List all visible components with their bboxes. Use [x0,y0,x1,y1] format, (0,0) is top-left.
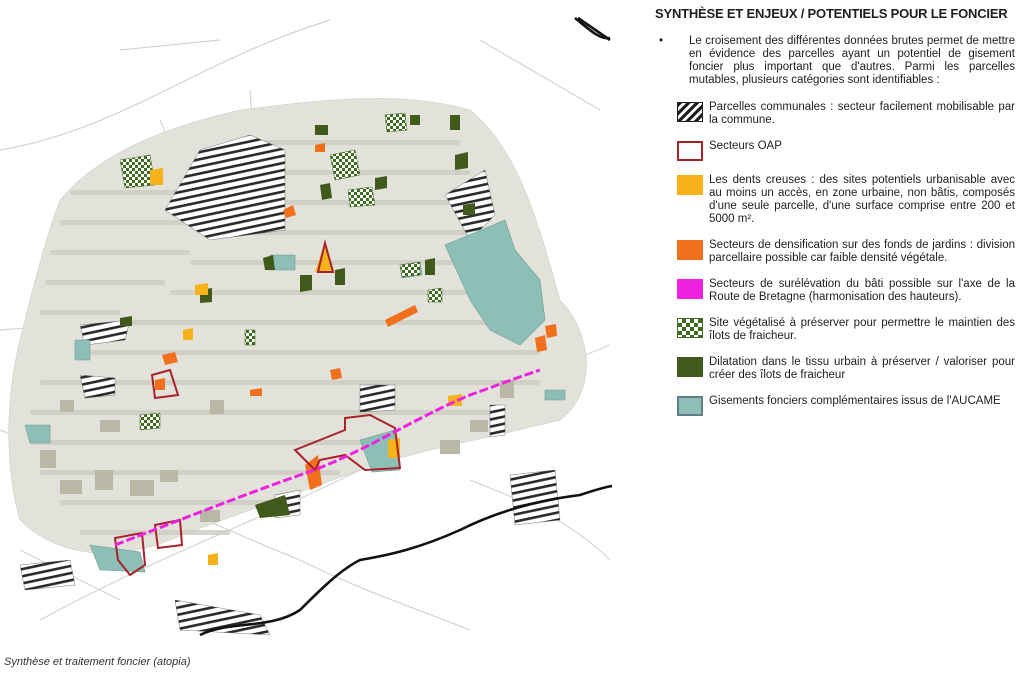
teal-swatch-icon [677,396,703,416]
infill-site [183,328,193,340]
figure-caption: Synthèse et traitement foncier (atopia) [4,656,191,668]
legend-label: Secteurs de surélévation du bâti possible sur l'axe de la Route de Bretagne (harmonisation des hauteurs). [709,278,1015,303]
vegetated-site [120,155,155,188]
communal-parcel [20,560,75,590]
legend-label: Dilatation dans le tissu urbain à préserver / valoriser pour créer des îlots de fraicheur [709,356,1015,381]
communal-parcel [490,405,505,437]
magenta-swatch-icon [677,279,703,299]
communal-parcel [175,600,270,635]
intro-text: Le croisement des différentes données brutes permet de mettre en évidence des parcelles ayant un potentiel de gisement foncier plus important que d'autres. Parmi les parcelles mutables, plusieurs catégories sont identifiables : [689,35,1015,86]
densification-site [330,368,342,380]
hatch-swatch-icon [677,102,703,122]
vegetated-site [245,330,255,345]
legend-label: Gisements fonciers complémentaires issus de l'AUCAME [709,395,1001,407]
densification-site [155,378,165,390]
legend-item-dilatation [655,356,1015,382]
vegetated-site [330,150,360,180]
vegetated-site [140,413,160,430]
legend-title: SYNTHÈSE ET ENJEUX / POTENTIELS POUR LE FONCIER [655,6,1008,21]
yellow-swatch-icon [677,175,703,195]
vegetated-site [348,187,375,207]
vegetated-site [385,113,407,132]
legend-item-communal-parcels [655,101,1015,127]
communal-parcel [80,375,115,398]
densification-site [535,335,547,352]
dark-green-swatch-icon [677,357,703,377]
legend-item-aucame [655,395,1015,416]
checker-swatch-icon [677,318,703,338]
aucame-parcel [545,390,565,400]
legend-item-oap [655,140,1015,161]
legend-item-densification [655,239,1015,265]
vegetated-site [428,288,442,302]
oap-swatch-icon [677,141,703,161]
legend-label: Parcelles communales : secteur facilement mobilisable par la commune. [709,101,1015,126]
legend-panel [655,6,1015,429]
communal-parcel [510,470,560,525]
legend-list [655,101,1015,416]
aucame-parcel [75,340,90,360]
infill-site [208,553,218,565]
orange-swatch-icon [677,240,703,260]
legend-label: Secteurs OAP [709,140,782,152]
legend-label: Secteurs de densification sur des fonds de jardins : division parcellaire possible car faible densité végétale. [709,239,1015,264]
legend-label: Site végétalisé à préserver pour permettre le maintien des îlots de fraicheur. [709,317,1015,342]
communal-parcel [360,385,395,412]
infill-site [150,168,163,185]
densification-site [545,324,557,338]
legend-item-infill [655,174,1015,226]
legend-label: Les dents creuses : des sites potentiels urbanisable avec au moins un accès, en zone urbaine, non bâtis, composés d'une seule parcelle, d'une surface comprise entre 200 et 5000 m². [709,174,1015,225]
bullet-point: • [659,35,664,47]
legend-item-vegetated [655,317,1015,343]
legend-intro [655,35,1015,87]
infill-site [195,283,208,295]
legend-item-elevation [655,278,1015,304]
